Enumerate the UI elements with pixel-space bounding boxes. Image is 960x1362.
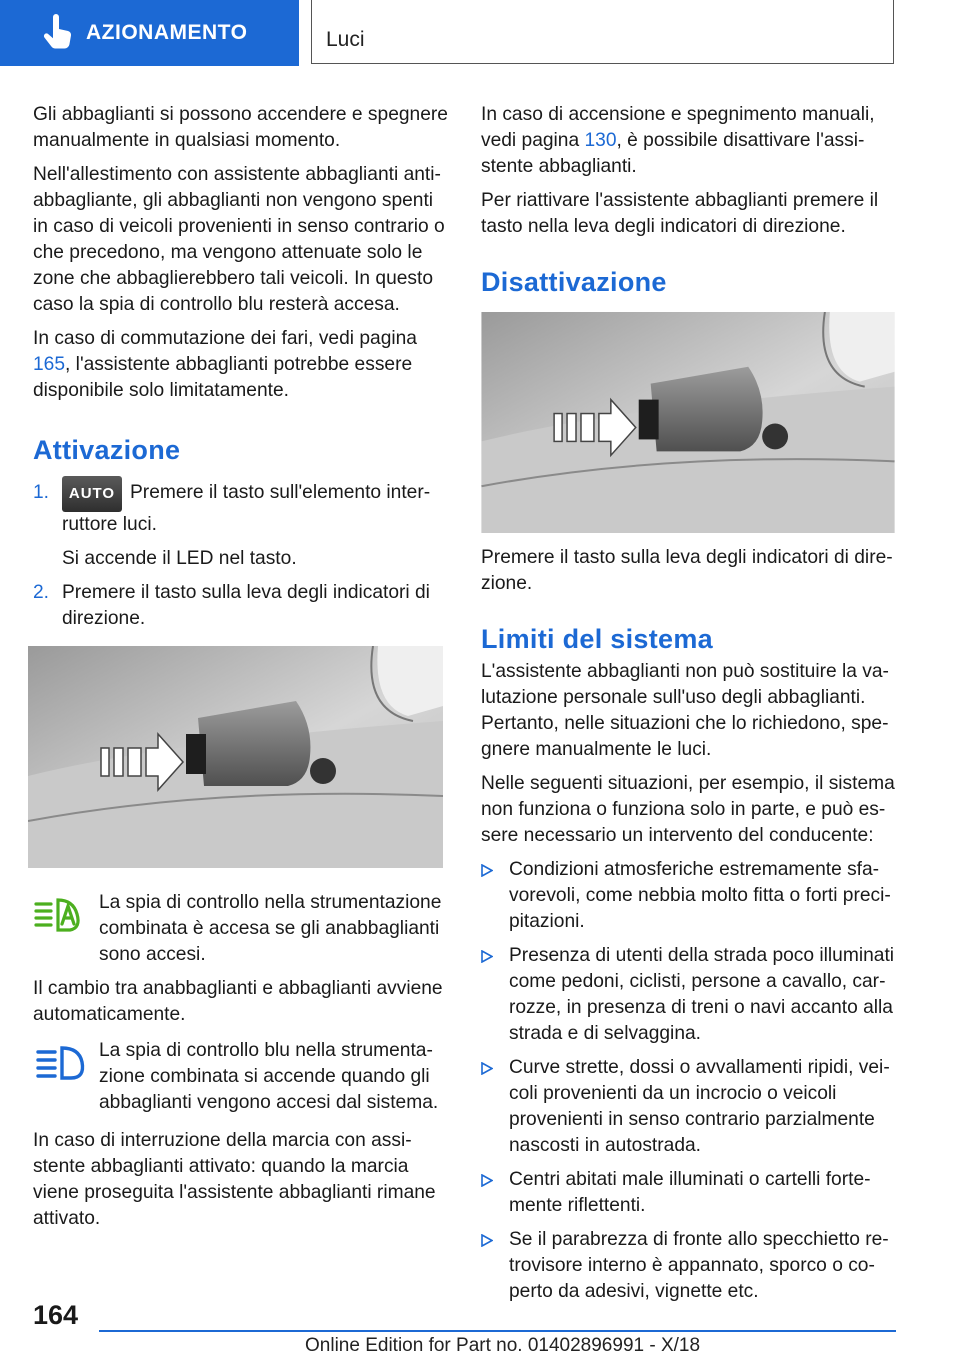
- paragraph: In caso di commutazione dei fari, vedi pagina 165, l'assistente abbaglianti potrebbe essere disponibile solo limitatamente.: [33, 328, 417, 401]
- limitations-list: [481, 857, 895, 1305]
- step-number: 2.: [33, 582, 50, 603]
- list-item: Condizioni atmosferiche estremamente sfavorevoli, come nebbia molto fitta o forti precipitazioni.: [481, 857, 895, 935]
- list-item: Curve strette, dossi o avvallamenti ripidi, veicoli provenienti da un incrocio o veicoli provenienti in senso contrario parzialmente nascosti in autostrada.: [481, 1055, 895, 1159]
- page-link-165[interactable]: 165: [33, 354, 66, 375]
- left-column: [33, 102, 448, 1240]
- high-beam-indicator-icon: [33, 1038, 99, 1098]
- indicator-row-high-beam: [33, 1038, 448, 1116]
- paragraph: Premere il tasto sulla leva degli indicatori di direzione.: [481, 547, 893, 594]
- heading-system-limits: Limiti del sistema: [481, 624, 713, 654]
- step-2: [33, 580, 448, 632]
- auto-button-icon: AUTO: [62, 476, 122, 512]
- page-link-130[interactable]: 130: [584, 130, 617, 151]
- right-column: [481, 102, 895, 1313]
- paragraph: Nelle seguenti situazioni, per esempio, il sistema non funziona o funziona solo in parte, e può essere necessario un intervento del conducente:: [481, 773, 895, 846]
- activation-steps: [33, 480, 448, 632]
- step-text: Premere il tasto sull'elemento interruttore luci.: [62, 482, 431, 535]
- step-subtext: Si accende il LED nel tasto.: [62, 548, 297, 569]
- step-1: [33, 480, 448, 572]
- footer-edition: Online Edition for Part no. 01402896991 - X/18: [305, 1335, 701, 1356]
- triangle-bullet-icon: [481, 1174, 493, 1187]
- step-number: 1.: [33, 482, 50, 503]
- pointing-hand-icon: [38, 13, 78, 53]
- triangle-bullet-icon: [481, 950, 493, 963]
- footer-divider: [99, 1330, 896, 1332]
- paragraph: In caso di interruzione della marcia con assistente abbaglianti attivato: quando la marcia viene proseguita l'assistente abbaglianti rimane attivato.: [33, 1130, 436, 1229]
- indicator-row-low-beam: [33, 890, 448, 968]
- page-number: 164: [33, 1300, 79, 1330]
- paragraph: L'assistente abbaglianti non può sostituire la valutazione personale sull'uso degli abbaglianti. Pertanto, nelle situazioni che lo richiedono, spegnere manualmente le luci.: [481, 661, 889, 760]
- indicator-text: La spia di controllo nella strumentazione combinata è accesa se gli anabbaglianti sono accesi.: [99, 892, 442, 965]
- step-text: Premere il tasto sulla leva degli indicatori di direzione.: [62, 582, 430, 629]
- list-item: Centri abitati male illuminati o cartelli fortemente riflettenti.: [481, 1167, 895, 1219]
- paragraph: Gli abbaglianti si possono accendere e spegnere manualmente in qualsiasi momento.: [33, 104, 448, 151]
- paragraph: Il cambio tra anabbaglianti e abbaglianti avviene automaticamente.: [33, 978, 443, 1025]
- triangle-bullet-icon: [481, 1234, 493, 1247]
- triangle-bullet-icon: [481, 864, 493, 877]
- chapter-label: Luci: [326, 28, 365, 51]
- list-item: Se il parabrezza di fronte allo specchietto retrovisore interno è appannato, sporco o coperto da adesivi, vignette etc.: [481, 1227, 895, 1305]
- chapter-header: [311, 0, 894, 64]
- section-tab: [0, 0, 299, 66]
- turn-signal-lever-photo: [481, 312, 895, 533]
- list-item: Presenza di utenti della strada poco illuminati come pedoni, ciclisti, persone a cavallo, carrozze, in presenza di treni o navi accanto alla strada e di selvaggina.: [481, 943, 895, 1047]
- paragraph: Per riattivare l'assistente abbaglianti premere il tasto nella leva degli indicatori di direzione.: [481, 190, 879, 237]
- indicator-text: La spia di controllo blu nella strumentazione combinata si accende quando gli abbaglianti vengono accesi dal sistema.: [99, 1040, 439, 1113]
- triangle-bullet-icon: [481, 1062, 493, 1075]
- high-beam-assistant-indicator-icon: [33, 890, 99, 950]
- section-label: AZIONAMENTO: [86, 21, 248, 44]
- turn-signal-lever-photo: [28, 646, 443, 868]
- paragraph: In caso di accensione e spegnimento manuali, vedi pagina 130, è possibile disattivare l'assistente abbaglianti.: [481, 104, 875, 177]
- heading-activation: Attivazione: [33, 435, 181, 465]
- heading-deactivation: Disattivazione: [481, 267, 667, 297]
- paragraph: Nell'allestimento con assistente abbaglianti antiabbagliante, gli abbaglianti non vengono spenti in caso di veicoli provenienti in senso contrario o che precedono, ma vengono attenuate solo le zone che abbaglierebbero tali veicoli. In questo caso la spia di controllo blu resterà accesa.: [33, 164, 445, 315]
